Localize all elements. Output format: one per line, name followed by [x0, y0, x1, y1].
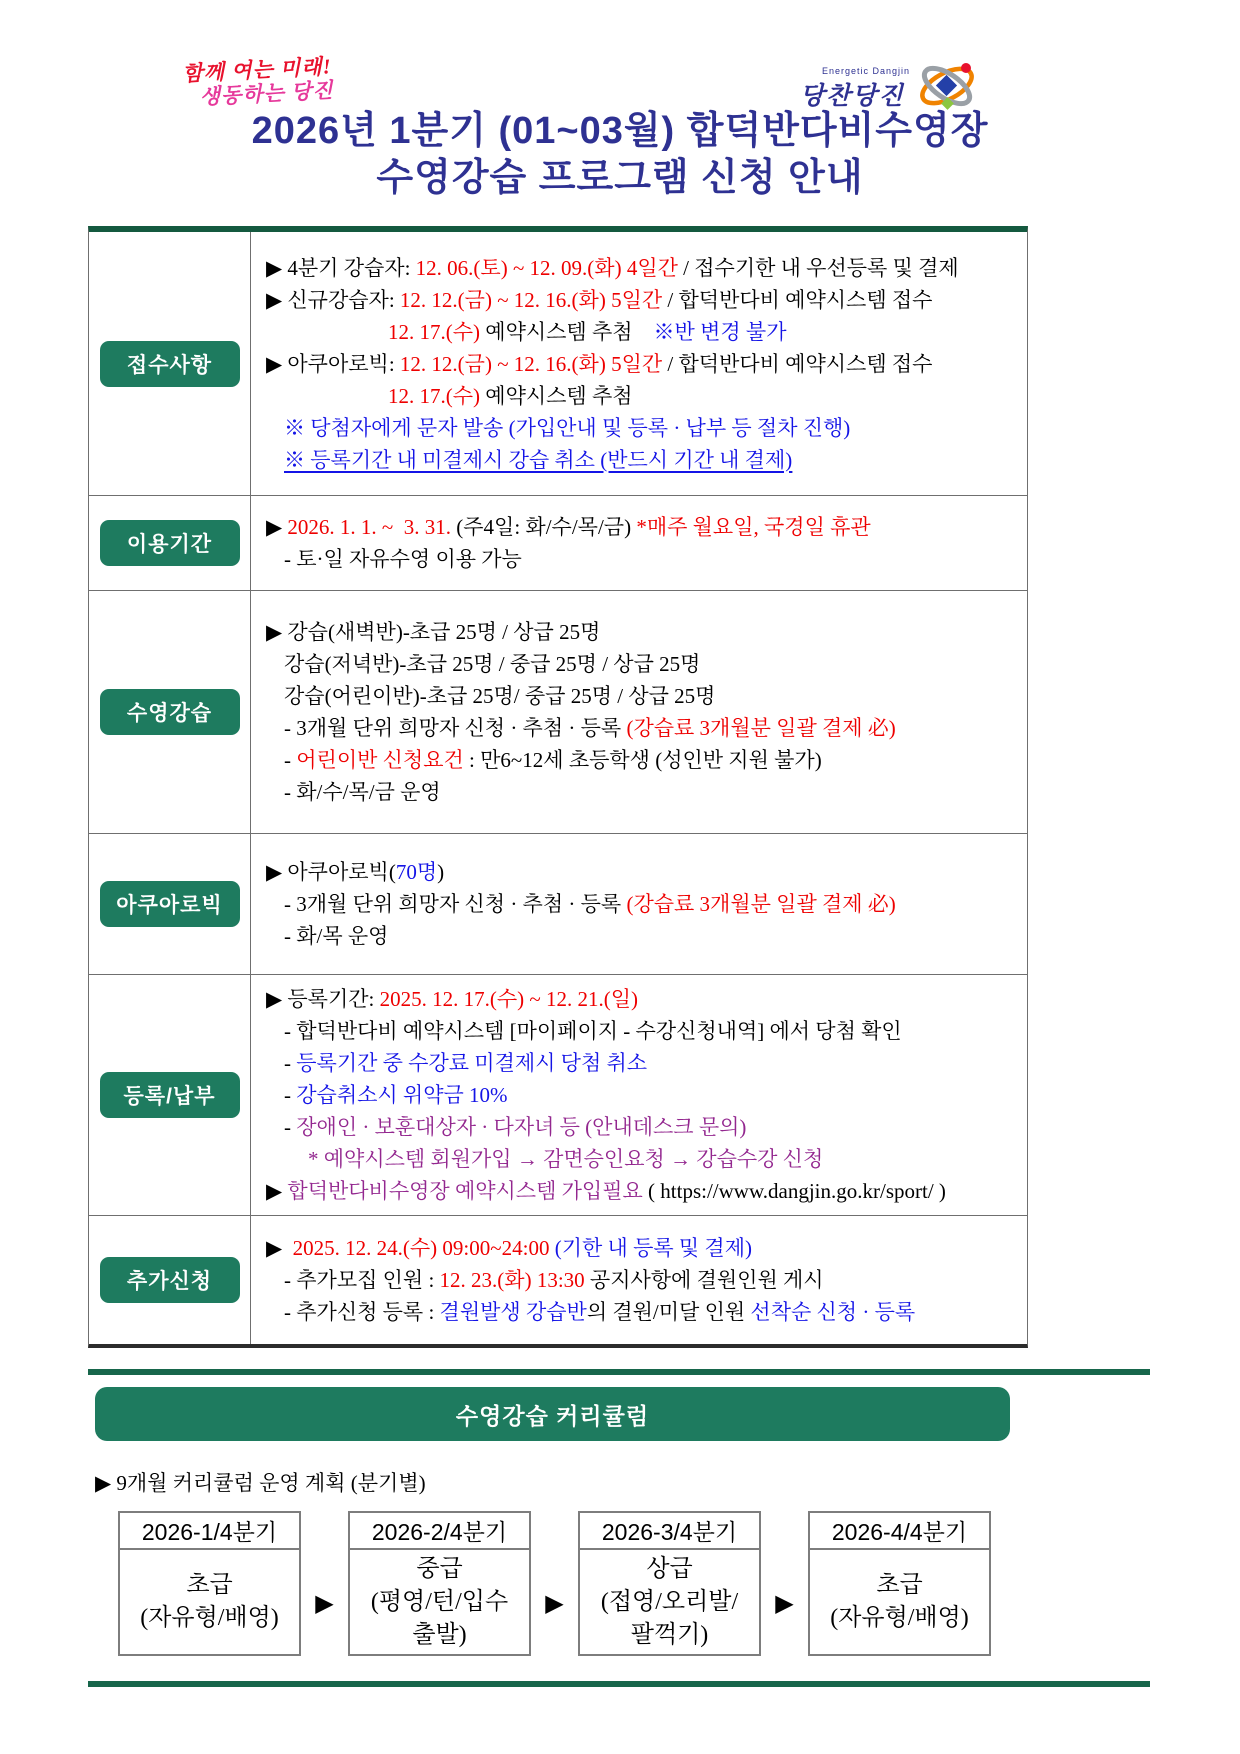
text-segment: / 합덕반다비 예약시스템 접수: [662, 351, 933, 376]
text-segment: ▶ 아쿠아로빅(: [266, 860, 396, 884]
row-label-cell: [89, 232, 251, 495]
content-line: [266, 1015, 1017, 1047]
text-segment: * 예약시스템 회원가입 → 감면승인요청 → 강습수강 신청: [308, 1147, 824, 1171]
text-segment: *매주 월요일, 국경일 휴관: [636, 515, 871, 539]
text-segment: ▶: [266, 1179, 288, 1203]
quarter-content-line: 초급: [876, 1572, 923, 1598]
text-segment: ▶ 등록기간:: [266, 987, 380, 1011]
content-line: [266, 380, 1017, 412]
content-line: [266, 1047, 1017, 1079]
text-segment: -: [284, 1115, 297, 1139]
text-segment: 강습(어린이반)-초급 25명/ 중급 25명 / 상급 25명: [284, 684, 716, 708]
text-segment: 12. 12.(금) ~ 12. 16.(화) 5일간: [399, 287, 663, 312]
content-line: [266, 983, 1017, 1015]
table-row: [89, 975, 1027, 1216]
text-segment: - 추가신청 등록 :: [284, 1300, 440, 1324]
brand-subtitle: Energetic Dangjin: [822, 65, 911, 76]
text-segment: 2025. 12. 17.(수) ~ 12. 21.(일): [379, 987, 639, 1011]
text-segment: : 만6~12세 초등학생 (성인반 지원 불가): [463, 748, 822, 772]
text-segment: 등록기간 중 수강료 미결제시 당첨 취소: [296, 1051, 648, 1075]
slogan-line-1: 함께 여는 미래!: [181, 54, 333, 86]
page-title-line-2: 수영강습 프로그램 신청 안내: [376, 157, 864, 199]
row-label-cell: [89, 975, 251, 1215]
curriculum-banner: 수영강습 커리큘럼: [95, 1387, 1010, 1441]
text-segment: ▶ 아쿠아로빅:: [266, 351, 400, 376]
table-row: [89, 834, 1027, 975]
divider-line-bottom: [88, 1681, 1150, 1687]
text-segment: - 화/목 운영: [284, 924, 389, 948]
text-segment: - 3개월 단위 희망자 신청 · 추첨 · 등록: [284, 716, 627, 740]
curriculum-note: ▶ 9개월 커리큘럼 운영 계획 (분기별): [95, 1471, 426, 1495]
divider-line-top: [88, 1369, 1150, 1375]
text-segment: 12. 17.(수): [388, 319, 481, 344]
text-segment: - 3개월 단위 희망자 신청 · 추첨 · 등록: [284, 892, 627, 916]
text-segment: 합덕반다비수영장 예약시스템 가입필요: [287, 1179, 643, 1203]
quarter-content-line: 상급: [646, 1555, 693, 1582]
quarter-column: [578, 1511, 761, 1656]
text-segment: / 합덕반다비 예약시스템 접수: [662, 287, 933, 312]
content-line: [266, 856, 1017, 888]
text-segment: (강습료 3개월분 일괄 결제 必): [626, 892, 896, 916]
quarter-content-line: 초급: [186, 1572, 233, 1598]
content-line: [266, 511, 1017, 543]
row-label-badge: 수영강습: [100, 689, 240, 735]
city-brand: [800, 60, 978, 117]
quarter-content: [118, 1550, 301, 1656]
text-segment: 2025. 12. 24.(수) 09:00~24:00: [292, 1236, 555, 1260]
text-segment: (기한 내 등록 및 결제): [554, 1236, 752, 1260]
quarter-column: [348, 1511, 531, 1656]
slogan-line-2: 생동하는 당진: [199, 78, 335, 110]
quarter-content-line: (자유형/배영): [140, 1605, 279, 1631]
text-segment: ( https://www.dangjin.go.kr/sport/ ): [642, 1179, 946, 1203]
content-line: [266, 1111, 1017, 1143]
row-content: [251, 834, 1027, 974]
quarter-content-line: 중급: [416, 1555, 463, 1582]
text-segment: -: [284, 1083, 297, 1107]
text-segment: 공지사항에 결원인원 게시: [584, 1268, 824, 1292]
quarter-column: [118, 1511, 301, 1656]
text-segment: 12. 06.(토) ~ 12. 09.(화) 4일간: [415, 255, 678, 280]
quarter-header: 2026-1/4분기: [118, 1511, 301, 1550]
content-line: [266, 1264, 1017, 1296]
content-line: [266, 412, 1017, 444]
text-segment: ▶ 4분기 강습자:: [266, 255, 416, 280]
row-label-cell: [89, 591, 251, 833]
row-label-badge: 등록/납부: [100, 1072, 240, 1118]
row-label-badge: 접수사항: [100, 341, 240, 387]
text-segment: 70명: [395, 860, 438, 884]
quarter-column: [808, 1511, 991, 1656]
row-content: [251, 496, 1027, 590]
content-line: [266, 348, 1017, 380]
row-label-badge: 아쿠아로빅: [100, 881, 240, 927]
arrow-icon: ▶: [775, 1590, 794, 1617]
text-segment: ): [437, 860, 445, 884]
content-line: [266, 648, 1017, 680]
quarter-header: 2026-2/4분기: [348, 1511, 531, 1550]
text-segment: 12. 12.(금) ~ 12. 16.(화) 5일간: [399, 351, 663, 376]
text-segment: 의 결원/미달 인원: [586, 1300, 751, 1324]
content-line: [266, 316, 1017, 348]
table-row: [89, 496, 1027, 591]
content-line: [266, 744, 1017, 776]
quarter-content-line: 출발): [412, 1621, 467, 1648]
text-segment: 강습취소시 위약금 10%: [296, 1083, 508, 1107]
text-segment: 12. 17.(수): [388, 383, 481, 408]
content-line: [266, 712, 1017, 744]
text-segment: ※ 등록기간 내 미결제시 강습 취소 (반드시 기간 내 결제): [284, 447, 793, 472]
text-segment: 장애인 · 보훈대상자 · 다자녀 등 (안내데스크 문의): [296, 1115, 747, 1139]
brand-name: 당찬당진: [800, 82, 905, 110]
quarter-content-line: (평영/턴/입수: [370, 1588, 509, 1615]
table-row: [89, 591, 1027, 834]
curriculum-table: [118, 1511, 1240, 1656]
text-segment: / 접수기한 내 우선등록 및 결제: [677, 255, 959, 280]
row-label-cell: [89, 834, 251, 974]
text-segment: 예약시스템 추첨: [480, 383, 633, 408]
text-segment: 예약시스템 추첨: [480, 319, 654, 344]
text-segment: ▶ 강습(새벽반)-초급 25명 / 상급 25명: [266, 620, 601, 644]
content-line: [266, 1232, 1017, 1264]
text-segment: 강습(저녁반)-초급 25명 / 중급 25명 / 상급 25명: [284, 652, 701, 676]
content-line: [266, 616, 1017, 648]
quarter-content-line: 팔꺽기): [630, 1621, 709, 1648]
text-segment: ▶: [266, 515, 288, 539]
content-line: [266, 680, 1017, 712]
text-segment: - 합덕반다비 예약시스템 [마이페이지 - 수강신청내역] 에서 당첨 확인: [284, 1019, 902, 1043]
content-line: [266, 1175, 1017, 1207]
content-line: [266, 444, 1017, 476]
quarter-content-line: (접영/오리발/: [600, 1588, 739, 1615]
arrow-icon: ▶: [315, 1590, 334, 1617]
info-table: [88, 226, 1028, 1348]
quarter-header: 2026-4/4분기: [808, 1511, 991, 1550]
row-label-badge: 이용기간: [100, 520, 240, 566]
city-emblem-icon: [916, 60, 978, 117]
content-line: [266, 1079, 1017, 1111]
arrow-icon: ▶: [545, 1590, 564, 1617]
row-content: [251, 591, 1027, 833]
row-content: [251, 232, 1027, 495]
content-line: [266, 284, 1017, 316]
text-segment: 12. 23.(화) 13:30: [439, 1268, 585, 1292]
content-line: [266, 1143, 1017, 1175]
brand-text: [800, 66, 910, 112]
quarter-header: 2026-3/4분기: [578, 1511, 761, 1550]
text-segment: 선착순 신청 · 등록: [750, 1300, 916, 1324]
quarter-content: [348, 1550, 531, 1656]
quarter-content-line: (자유형/배영): [830, 1605, 969, 1631]
content-line: [266, 920, 1017, 952]
text-segment: 2026. 1. 1. ~ 3. 31.: [287, 515, 452, 539]
text-segment: 결원발생 강습반: [439, 1300, 587, 1324]
content-line: [266, 776, 1017, 808]
text-segment: (강습료 3개월분 일괄 결제 必): [626, 716, 896, 740]
text-segment: - 화/수/목/금 운영: [284, 780, 441, 804]
content-line: [266, 252, 1017, 284]
text-segment: -: [284, 748, 297, 772]
text-segment: ▶: [266, 1236, 293, 1260]
text-segment: -: [284, 1051, 297, 1075]
content-line: [266, 543, 1017, 575]
table-row: [89, 232, 1027, 496]
text-segment: ※반 변경 불가: [653, 319, 787, 344]
row-label-cell: [89, 496, 251, 590]
row-content: [251, 975, 1027, 1215]
content-line: [266, 888, 1017, 920]
text-segment: - 토·일 자유수영 이용 가능: [284, 547, 522, 571]
row-label-badge: 추가신청: [100, 1257, 240, 1303]
text-segment: ▶ 신규강습자:: [266, 287, 400, 312]
table-row: [89, 1216, 1027, 1344]
row-label-cell: [89, 1216, 251, 1344]
text-segment: (주4일: 화/수/목/금): [451, 515, 637, 539]
text-segment: - 추가모집 인원 :: [284, 1268, 440, 1292]
content-line: [266, 1296, 1017, 1328]
text-segment: ※ 당첨자에게 문자 발송 (가입안내 및 등록 · 납부 등 절차 진행): [284, 415, 851, 440]
text-segment: 어린이반 신청요건: [296, 748, 464, 772]
quarter-content: [808, 1550, 991, 1656]
city-slogan: [182, 54, 334, 110]
row-content: [251, 1216, 1027, 1344]
quarter-content: [578, 1550, 761, 1656]
page-title-line-1: 2026년 1분기 (01~03월) 합덕반다비수영장: [251, 110, 989, 152]
